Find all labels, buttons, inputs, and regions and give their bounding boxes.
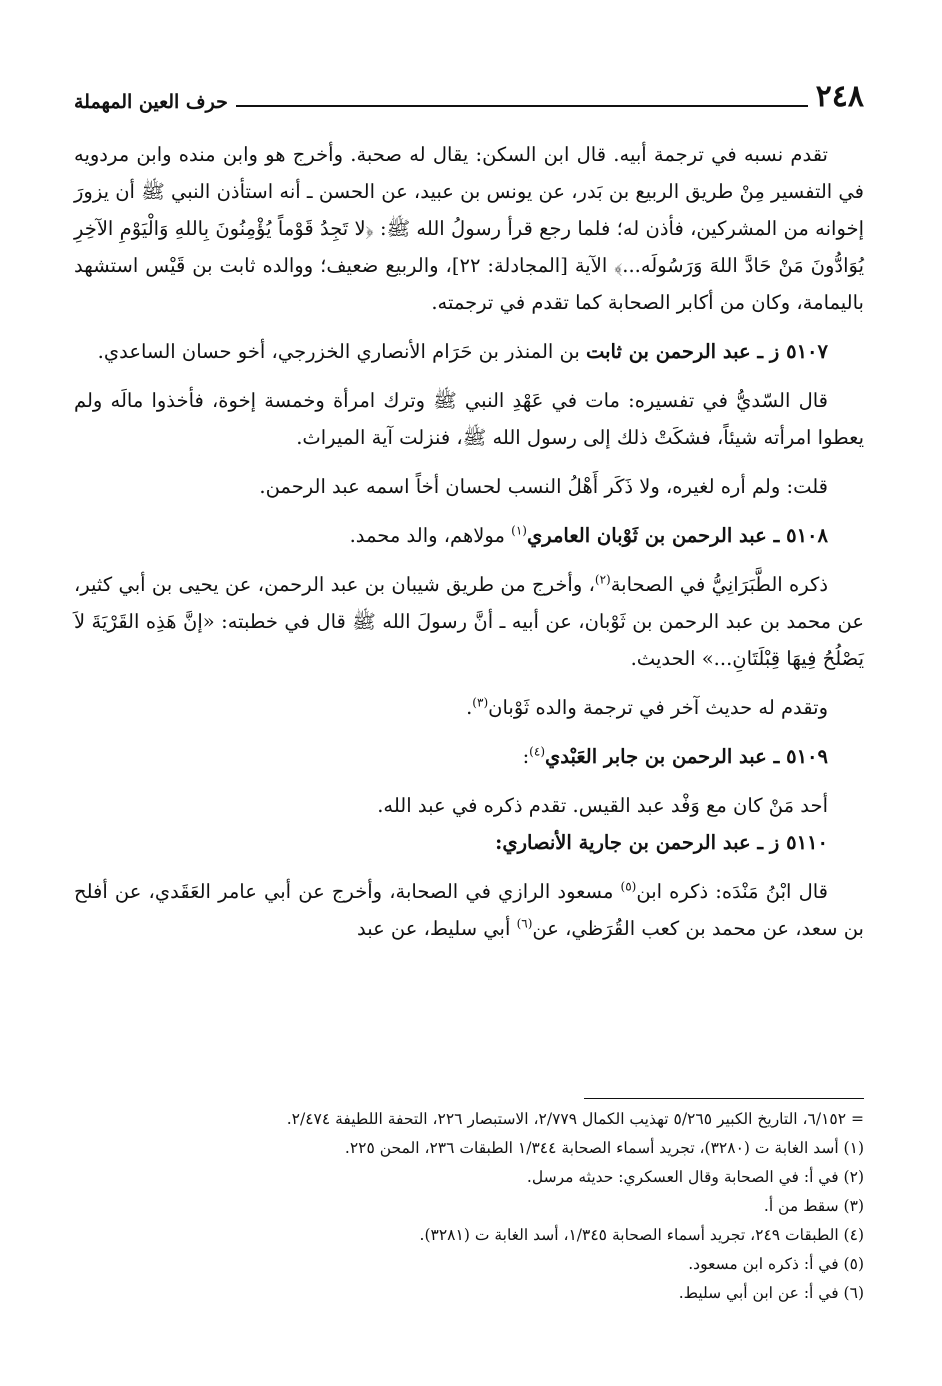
paragraph-ibn-mandah-middle: مسعود الرازي في الصحابة، وأخرج عن أبي عامر العَقَدي، عن أفلح بن سعد، عن محمد بن كعب القُرَظي، عن: [74, 880, 864, 940]
paragraph-intro: تقدم نسبه في ترجمة أبيه. قال ابن السكن: يقال له صحبة. وأخرج هو وابن منده وابن مردويه في التفسير مِنْ طريق الربيع بن بَدر، عن يونس بن عبيد، عن الحسن ـ أنه استأذن النبي ﷺ أن يزورَ إخوانه من المشركين، فأذن له؛ فلما رجع قرأ رسولُ الله ﷺ: ﴿لا تَجِدُ قَوْماً يُؤْمِنُونَ بِاللهِ وَالْيَوْمِ الآخِرِ يُوَادُّونَ مَنْ حَادَّ اللهَ وَرَسُولَه...﴾ الآية [المجادلة: ٢٢]، والربيع ضعيف؛ ووالده ثابت بن قَيْس استشهد باليمامة، وكان من أكابر الصحابة كما تقدم في ترجمته.: [74, 143, 865, 314]
entry-5110-heading: ٥١١٠ ز ـ عبد الرحمن بن جارية الأنصاري:: [495, 831, 828, 854]
paragraph-other-hadith: [74, 689, 864, 726]
paragraph-suddi: قال السّديُّ في تفسيره: مات في عَهْدِ النبي ﷺ وترك امرأة وخمسة إخوة، فأخذوا مالَه ولم يعطوا امرأته شيئاً، فشكَتْ ذلك إلى رسول الله ﷺ، فنزلت آية الميراث.: [74, 389, 864, 449]
entry-5107-text: بن المنذر بن حَرَام الأنصاري الخزرجي، أخو حسان الساعدي.: [97, 340, 586, 363]
footnote-rule: [584, 1098, 864, 1099]
entry-5109-text: :: [522, 745, 530, 768]
footnote-ref-2: (٢): [594, 572, 611, 587]
footnotes: [74, 1098, 864, 1308]
entry-5107: [74, 333, 864, 370]
footnote-6: (٦) في أ: عن ابن أبي سليط.: [678, 1284, 864, 1302]
paragraph-ibn-mandah-end: أبي سليط، عن عبد: [356, 917, 517, 940]
footnote-continued: = ٦/١٥٢، التاريخ الكبير ٥/٢٦٥ تهذيب الكمال ٢/٧٧٩، الاستبصار ٢٢٦، التحفة اللطيفة ٢/٤٧٤.: [286, 1110, 864, 1128]
entry-5108-heading: ٥١٠٨ ـ عبد الرحمن بن ثَوْبان العامري: [526, 524, 828, 547]
entry-5107-heading: ٥١٠٧ ز ـ عبد الرحمن بن ثابت: [585, 340, 828, 363]
footnote-ref-4: (٤): [529, 744, 545, 759]
paragraph-tabarani-start: ذكره الطَّبَرَانِيُّ في الصحابة: [610, 573, 828, 596]
footnote-ref-3: (٣): [472, 695, 489, 710]
footnote-5: (٥) في أ: ذكره ابن مسعود.: [688, 1255, 864, 1273]
paragraph-tabarani: [74, 566, 864, 677]
running-title: حرف العين المهملة: [74, 91, 228, 113]
paragraph-ibn-mandah-start: قال ابْنُ مَنْدَه: ذكره ابن: [636, 880, 828, 903]
paragraph-other-hadith-end: .: [466, 696, 473, 719]
page-number: ٢٤٨: [815, 79, 864, 114]
header-rule: [236, 105, 808, 107]
paragraph-wafd: أحد مَنْ كان مع وَفْد عبد القيس. تقدم ذكره في عبد الله.: [377, 794, 828, 817]
entry-5109-heading: ٥١٠٩ ـ عبد الرحمن بن جابر العَبْدي: [545, 745, 828, 768]
paragraph-note: قلت: ولم أره لغيره، ولا ذَكَر أَهْلُ النسب لحسان أخاً اسمه عبد الرحمن.: [259, 475, 828, 498]
paragraph-other-hadith-text: وتقدم له حديث آخر في ترجمة والده ثَوْبان: [488, 696, 828, 719]
entry-5109: [74, 738, 864, 775]
entry-5108: [74, 517, 864, 554]
footnote-2: (٢) في أ: في الصحابة وقال العسكري: حديثه مرسل.: [526, 1168, 864, 1186]
footnote-1: (١) أسد الغابة ت (٣٢٨٠)، تجريد أسماء الصحابة ١/٣٤٤ الطبقات ٢٣٦، المحن ٢٢٥.: [344, 1139, 864, 1157]
paragraph-tabarani-rest: ، وأخرج من طريق شيبان بن عبد الرحمن، عن يحيى بن أبي كثير، عن محمد بن عبد الرحمن بن ثَوْبان، عن أبيه ـ أنَّ رسولَ الله ﷺ قال في خطبته: «إنَّ هَذِه القَرْيَةَ لاَ يَصْلُحُ فِيهَا قِبْلَتَانِ...» الحديث.: [74, 573, 864, 670]
page-header: [74, 72, 864, 112]
entry-5108-text: مولاهم، والد محمد.: [349, 524, 512, 547]
main-text: [74, 136, 864, 947]
paragraph-ibn-mandah: [74, 873, 864, 947]
footnote-3: (٣) سقط من أ.: [763, 1197, 864, 1215]
footnote-ref-1: (١): [511, 523, 527, 538]
footnote-4: (٤) الطبقات ٢٤٩، تجريد أسماء الصحابة ١/٣٤٥، أسد الغابة ت (٣٢٨١).: [419, 1226, 864, 1244]
footnote-ref-5: (٥): [620, 879, 637, 894]
footnote-ref-6: (٦): [516, 916, 533, 931]
